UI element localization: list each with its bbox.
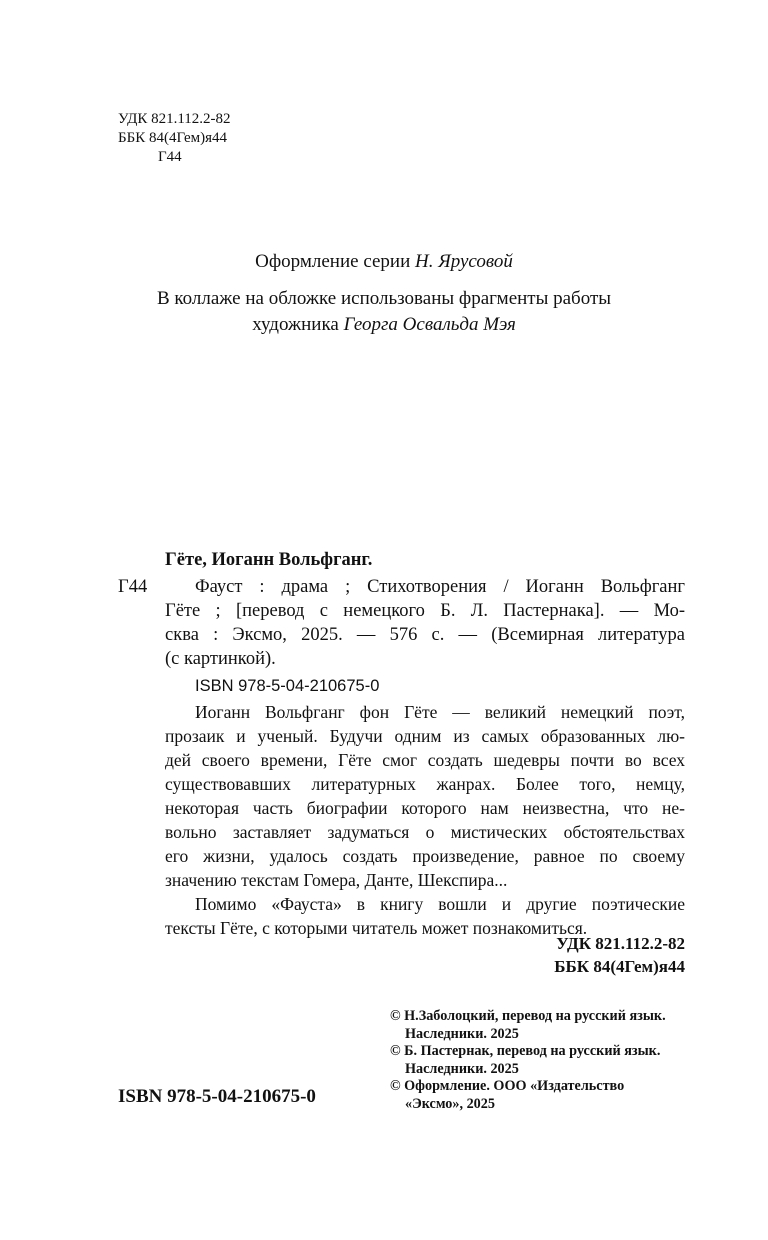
description-line: сква : Эксмо, 2025. — 576 с. — (Всемирная литература — [165, 625, 685, 645]
cover-artist: Георга Освальда Мэя — [343, 314, 516, 335]
annotation-line: Иоганн Вольфганг фон Гёте — великий немецкий поэт, — [195, 702, 685, 722]
author-heading: Гёте, Иоганн Вольфганг. — [165, 550, 373, 570]
description-line: Фауст : драма ; Стихотворения / Иоганн Вольфганг — [195, 577, 685, 597]
description-line: Гёте ; [перевод с немецкого Б. Л. Пастернака]. — Мо- — [165, 601, 685, 621]
copyright-block — [390, 1008, 700, 1113]
catalog-isbn: ISBN 978-5-04-210675-0 — [195, 677, 380, 695]
annotation — [165, 700, 685, 940]
design-prefix: Оформление серии — [255, 251, 411, 272]
top-codes — [118, 110, 231, 167]
annotation-line: прозаик и ученый. Будучи одним из самых образованных лю- — [165, 726, 685, 746]
annotation-line: некоторая часть биографии которого нам неизвестна, что не- — [165, 798, 685, 818]
annotation-line: его жизни, удалось создать произведение, равное по своему — [165, 846, 685, 866]
cover-credit-line1: В коллаже на обложке использованы фрагменты работы — [156, 288, 612, 309]
bottom-udk: УДК 821.112.2-82 — [556, 934, 685, 953]
annotation-line: тексты Гёте, с которыми читатель может познакомиться. — [165, 918, 588, 938]
bottom-codes — [400, 932, 685, 978]
annotation-line: вольно заставляет задуматься о мистических обстоятельствах — [165, 822, 685, 842]
isbn-bold: ISBN 978-5-04-210675-0 — [118, 1086, 316, 1107]
copyright-line: «Эксмо», 2025 — [405, 1095, 495, 1112]
bottom-bbk: ББК 84(4Гем)я44 — [554, 957, 685, 976]
annotation-line: дей своего времени, Гёте смог создать шедевры почти во всех — [165, 750, 685, 770]
cover-credit-prefix: художника — [252, 314, 339, 335]
description-line: (с картинкой). — [165, 649, 276, 669]
annotation-line: существовавших литературных жанрах. Более того, немцу, — [165, 774, 685, 794]
design-name: Н. Ярусовой — [415, 251, 513, 272]
top-author-mark: Г44 — [158, 149, 182, 165]
copyright-line: © Н.Заболоцкий, перевод на русский язык. — [390, 1008, 666, 1024]
catalog-description — [165, 575, 685, 671]
design-credit — [0, 249, 768, 275]
top-udk: УДК 821.112.2-82 — [118, 111, 231, 127]
margin-mark: Г44 — [118, 577, 148, 597]
cover-credit — [0, 286, 768, 338]
copyright-line: © Б. Пастернак, перевод на русский язык. — [390, 1043, 661, 1059]
top-bbk: ББК 84(4Гем)я44 — [118, 130, 228, 146]
copyright-line: © Оформление. ООО «Издательство — [390, 1078, 625, 1094]
cover-credit-line2 — [0, 312, 768, 338]
annotation-line: Помимо «Фауста» в книгу вошли и другие поэтические — [195, 894, 685, 914]
copyright-line: Наследники. 2025 — [405, 1060, 519, 1077]
annotation-line: значению текстам Гомера, Данте, Шекспира... — [165, 870, 508, 890]
copyright-line: Наследники. 2025 — [405, 1025, 519, 1042]
